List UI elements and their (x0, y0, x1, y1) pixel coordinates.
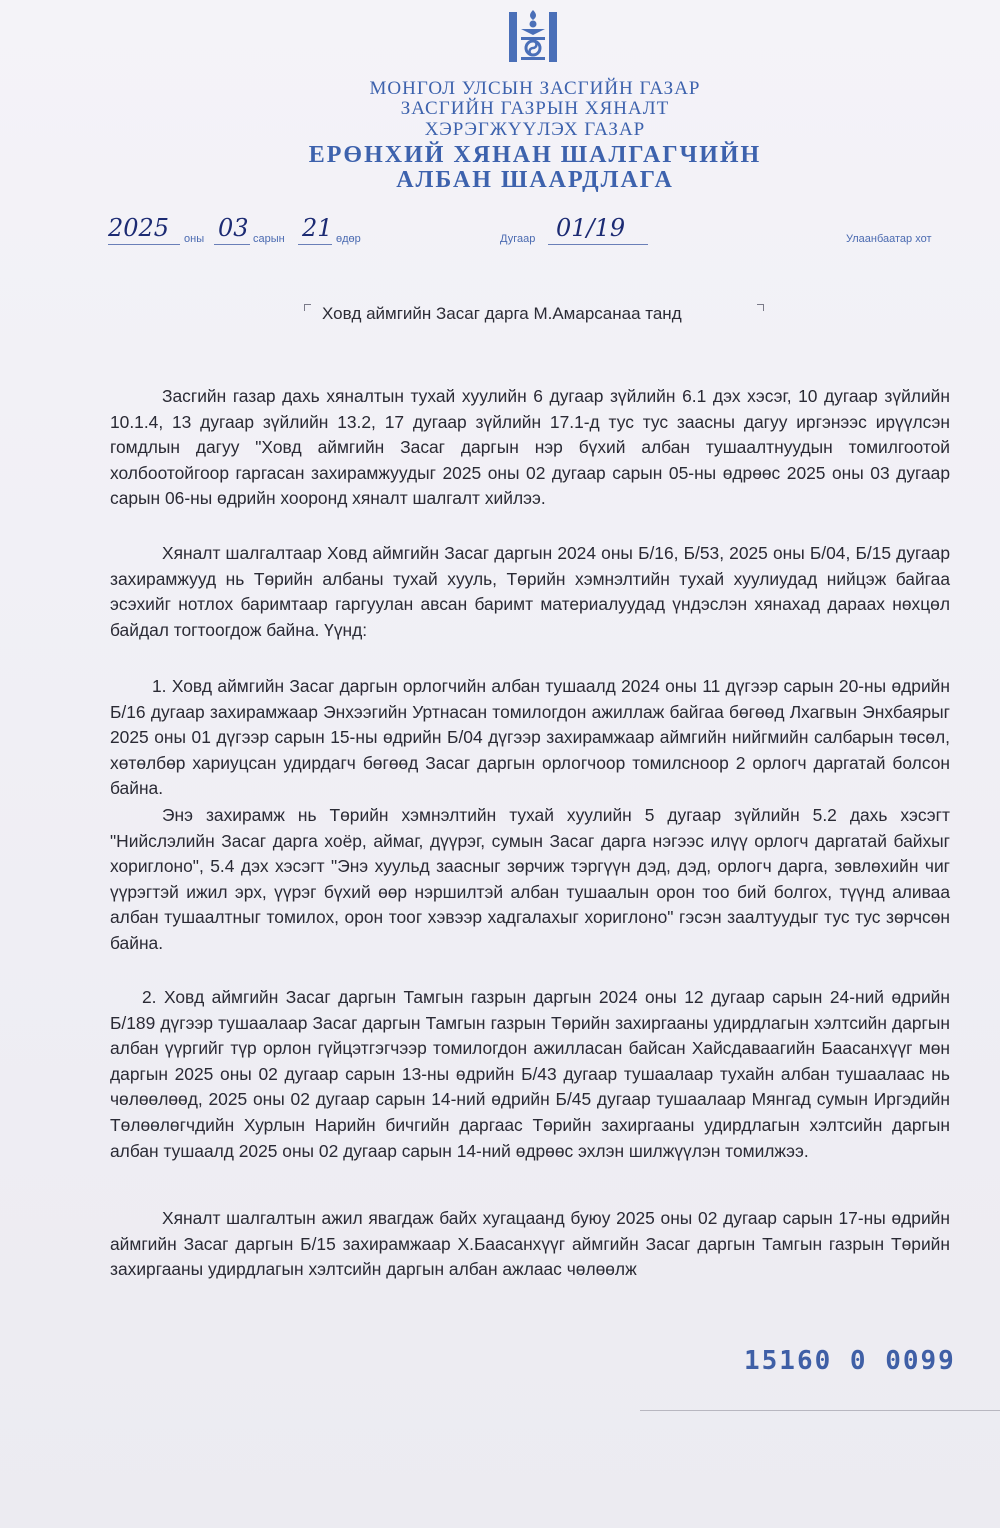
paragraph-item-1: 1. Ховд аймгийн Засаг даргын орлогчийн албан тушаалд 2024 оны 11 дүгээр сарын 20-ны өдрийн Б/16 дугаар захирамжаар Энхээгийн Уртнасан томилогдон ажиллаж байгаа бөгөөд Лхагвын Энхбаярыг 2025 оны 01 дүгээр сарын 15-ны өдрийн Б/04 дүгээр захирамжаар аймгийн нийгмийн салбарын төсөл, хөтөлбөр хариуцсан удирдагч бөгөөд Засаг даргын орлогчоор томилсноор 2 орлогч даргатай болсон байна. (110, 676, 950, 799)
city-label: Улаанбаатар хот (846, 233, 932, 245)
org-name-line-2: ЗАСГИЙН ГАЗРЫН ХЯНАЛТ (400, 98, 670, 119)
paragraph-findings: Хяналт шалгалтаар Ховд аймгийн Засаг даргын 2024 оны Б/16, Б/53, 2025 оны Б/04, Б/15 дугаар захирамжууд нь Төрийн албаны тухай хууль, Төрийн хэмнэлтийн тухай хуулиудад нийцэж байгаа эсэхийг нотлох баримтаар гаргуулан авсан баримт материалуудад үндэслэн хянахад дараах нөхцөл байдал тогтоогдож байна. Үүнд: (110, 543, 950, 640)
corner-mark-right (757, 304, 764, 311)
dateline (0, 212, 1000, 252)
corner-mark-left (304, 304, 311, 311)
date-month: 03 (218, 214, 249, 242)
org-name-line-1: МОНГОЛ УЛСЫН ЗАСГИЙН ГАЗАР (369, 78, 701, 99)
year-label: оны (184, 233, 205, 245)
month-label: сарын (253, 233, 285, 245)
document-number: 01/19 (556, 214, 626, 242)
date-day: 21 (302, 214, 333, 242)
date-year: 2025 (108, 214, 170, 242)
paragraph-item-2: 2. Ховд аймгийн Засаг даргын Тамгын газрын даргын 2024 оны 12 дугаар сарын 24-ний өдрийн Б/189 дүгээр тушаалаар Засаг даргын Тамгын газрын Төрийн захиргааны удирдлагын хэлтсийн даргын албан үүргийг түр орлон гүйцэтгэгчээр томилогдон ажилласан байсан Хайсдаваагийн Баасанхүүг мөн даргын 2025 оны 02 дугаар сарын 13-ны өдрийн Б/43 дугаар тушаалаар тухайн албан тушаалаас нь чөлөөлөөд, 2025 оны 02 дугаар сарын 14-ний өдрийн Б/45 дугаар тушаалаар Мянгад сумын Иргэдийн Төлөөлөгчдийн Хурлын Нарийн бичгийн даргаас Төрийн захиргааны удирдлагын хэлтсийн даргын албан тушаалд 2025 оны 02 дугаар сарын 14-ний өдрөөс эхлэн шилжүүлэн томилжээ. (110, 987, 950, 1161)
paper-edge-line (640, 1410, 1000, 1411)
doc-type-line-2: АЛБАН ШААРДЛАГА (396, 167, 674, 193)
org-name-line-3: ХЭРЭГЖҮҮЛЭХ ГАЗАР (424, 119, 646, 140)
paragraph-item-1-violation: Энэ захирамж нь Төрийн хэмнэлтийн тухай хуулийн 5 дугаар зүйлийн 5.2 дахь хэсэгт "Нийслэлийн Засаг дарга хоёр, аймаг, дүүрэг, сумын Засаг дарга нэгээс илүү орлогч даргатай байхыг хориглоно", 5.4 дэх хэсэгт "Энэ хуульд заасныг зөрчиж тэргүүн дэд, дэд, орлогч дарга, зөвлөхийн чиг үүрэгтэй ижил эрх, үүрэг бүхий өөр нэршилтэй албан тушаалын орон тоо бий болгох, түүнд аливаа албан тушаалтныг томилох, орон тоог хэвээр хадгалахыг хориглоно" гэсэн заалтуудыг тус тус зөрчсөн байна. (110, 805, 950, 953)
registration-stamp-number: 15160 0 0099 (744, 1346, 956, 1376)
paragraph-intro: Засгийн газар дахь хяналтын тухай хуулийн 6 дугаар зүйлийн 6.1 дэх хэсэг, 10 дугаар зүйлийн 10.1.4, 13 дугаар зүйлийн 13.2, 17 дугаар зүйлийн 17.1-д тус тус заасны дагуу иргэнээс ирүүлсэн гомдлын дагуу "Ховд аймгийн Засаг даргын нэр бүхий албан тушаалтнуудын томилгоотой холбоотойгоор гаргасан захирамжуудыг 2025 оны 02 дугаар сарын 05-ны өдрөөс 2025 оны 03 дугаар сарын 06-ны өдрийн хооронд хяналт шалгалт хийлээ. (110, 386, 950, 509)
day-label: өдөр (336, 233, 361, 245)
number-label: Дугаар (500, 233, 536, 245)
paragraph-continuation: Хяналт шалгалтын ажил явагдаж байх хугацаанд буюу 2025 оны 02 дугаар сарын 17-ны өдрийн аймгийн Засаг даргын Б/15 захирамжаар Х.Баасанхүүг аймгийн Засаг даргын Тамгын газрын Төрийн захиргааны удирдлагын хэлтсийн даргын албан ажлаас чөлөөлж (110, 1208, 950, 1280)
soyombo-emblem-icon (507, 8, 559, 66)
doc-type-line-1: ЕРӨНХИЙ ХЯНАН ШАЛГАГЧИЙН (308, 142, 762, 168)
addressee: Ховд аймгийн Засаг дарга М.Амарсанаа танд (322, 304, 682, 323)
